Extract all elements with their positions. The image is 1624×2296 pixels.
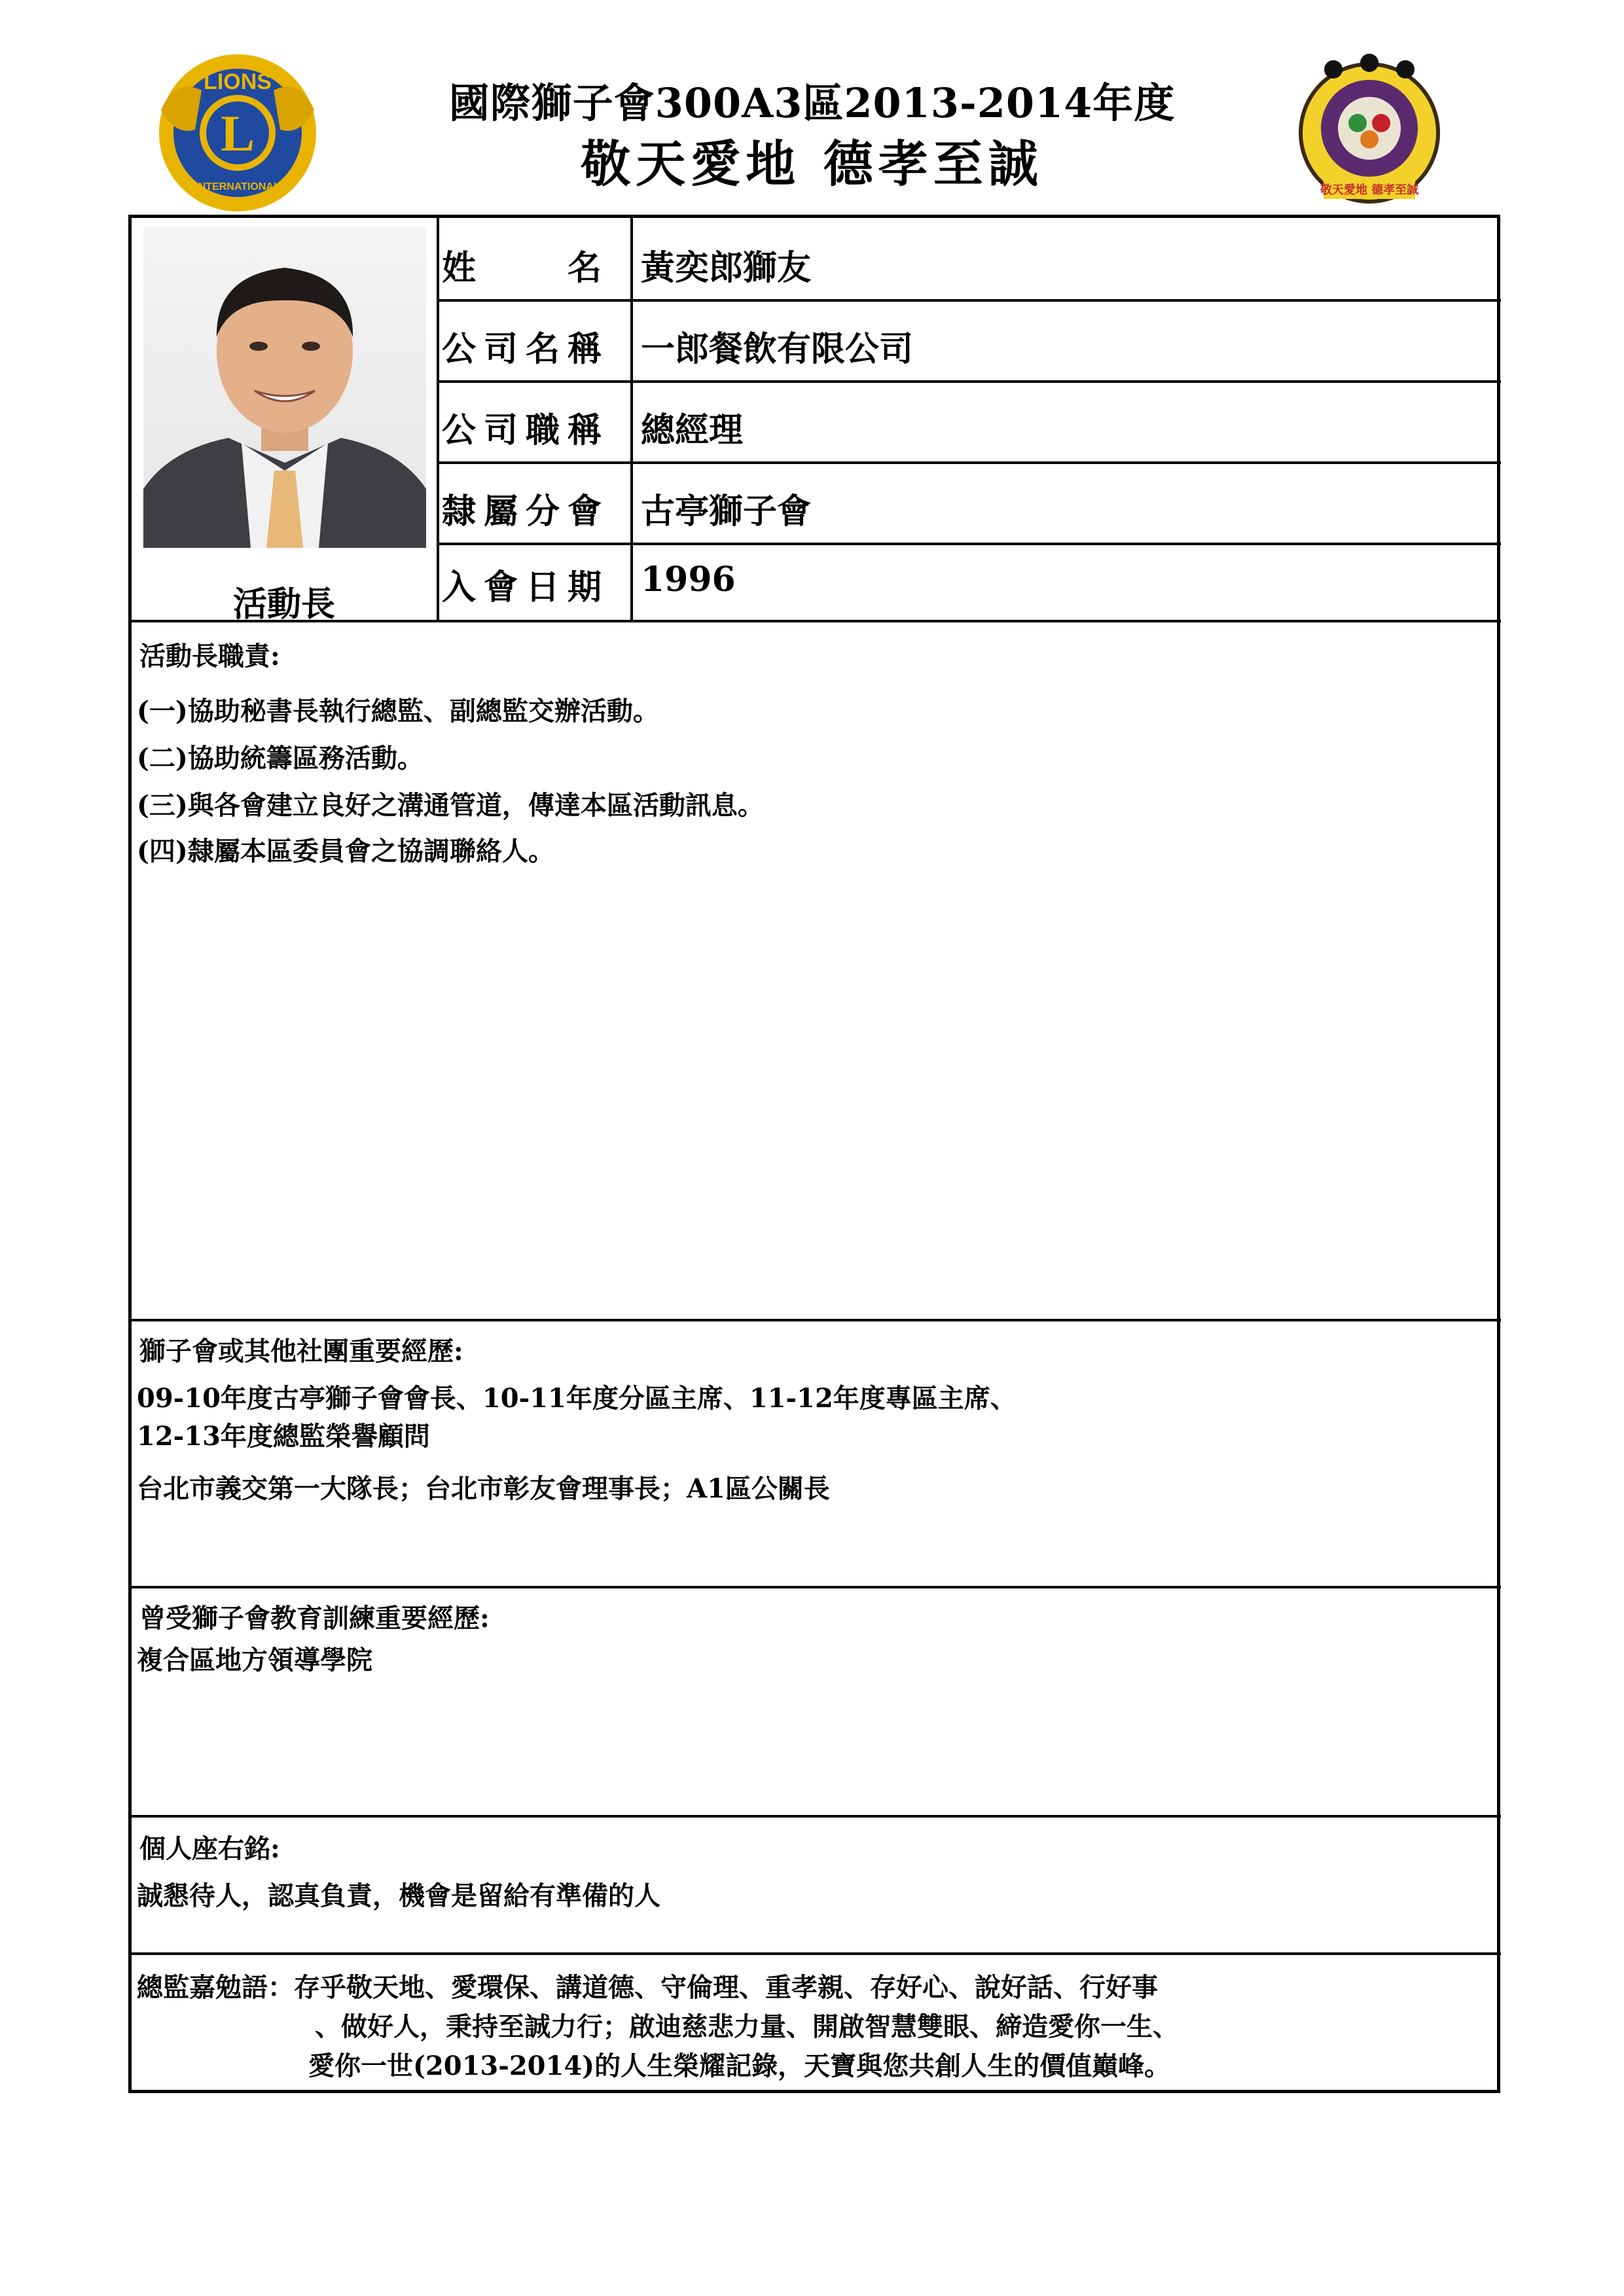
row-divider — [437, 461, 1501, 464]
member-photo — [143, 227, 426, 548]
duties-title: 活動長職責: — [139, 641, 280, 672]
row-divider — [437, 299, 1501, 302]
section-divider — [132, 1319, 1501, 1321]
field-value-company: 一郎餐飲有限公司 — [641, 329, 914, 369]
governor-message-line: 愛你一世(2013-2014)的人生榮耀記錄，天寶與您共創人生的價值巔峰。 — [308, 2051, 1171, 2081]
profile-form — [128, 215, 1500, 2093]
training-line: 複合區地方領導學院 — [137, 1645, 372, 1676]
section-divider — [132, 1815, 1501, 1818]
row-divider — [437, 380, 1501, 383]
experience-line: 台北市義交第一大隊長；台北市彰友會理事長；A1區公關長 — [137, 1473, 830, 1504]
divider-photo — [437, 218, 439, 620]
field-value-join-date: 1996 — [641, 560, 736, 600]
governor-message-line: 、做好人，秉持至誠力行；啟迪慈悲力量、開啟智慧雙眼、締造愛你一生、 — [315, 2011, 1179, 2042]
section-divider — [132, 1952, 1501, 1955]
experience-line: 12-13年度總監榮譽顧問 — [137, 1421, 430, 1452]
logo-letter: L — [220, 105, 255, 162]
training-title: 曾受獅子會教育訓練重要經歷: — [139, 1603, 490, 1634]
governor-message-line: 總監嘉勉語：存乎敬天地、愛環保、講道德、守倫理、重孝親、存好心、說好話、行好事 — [137, 1972, 1158, 2003]
section-divider — [132, 1586, 1501, 1588]
duty-item: (二)協助統籌區務活動。 — [137, 743, 424, 774]
motto-line: 誠懇待人，認真負責，機會是留給有準備的人 — [137, 1880, 660, 1911]
role-title: 活動長 — [232, 584, 335, 624]
header-title: 國際獅子會300A3區2013-2014年度 — [448, 79, 1176, 127]
badge-motto: 敬天愛地 德孝至誠 — [1320, 183, 1419, 197]
field-label-join-date: 入會日期 — [442, 567, 610, 607]
experience-title: 獅子會或其他社團重要經歷: — [139, 1336, 463, 1367]
field-label-company: 公司名稱 — [442, 329, 610, 369]
motto-title: 個人座右銘: — [139, 1833, 280, 1864]
header-slogan: 敬天愛地 德孝至誠 — [581, 135, 1043, 193]
row-divider — [437, 543, 1501, 545]
experience-line: 09-10年度古亭獅子會會長、10-11年度分區主席、11-12年度專區主席、 — [137, 1383, 1017, 1414]
field-label-position: 公司職稱 — [442, 410, 610, 450]
field-label-name: 姓 名 — [442, 248, 610, 288]
field-value-name: 黃奕郎獅友 — [641, 248, 812, 288]
duty-item: (一)協助秘書長執行總監、副總監交辦活動。 — [137, 696, 659, 726]
field-value-club: 古亭獅子會 — [641, 492, 812, 531]
logo-text-top: LIONS — [204, 69, 272, 94]
field-value-position: 總經理 — [641, 410, 744, 450]
field-label-club: 隸屬分會 — [442, 492, 610, 531]
duty-item: (三)與各會建立良好之溝通管道，傳達本區活動訊息。 — [137, 790, 764, 821]
logo-text-bottom: INTERNATIONAL — [195, 181, 280, 192]
duty-item: (四)隸屬本區委員會之協調聯絡人。 — [137, 836, 554, 867]
